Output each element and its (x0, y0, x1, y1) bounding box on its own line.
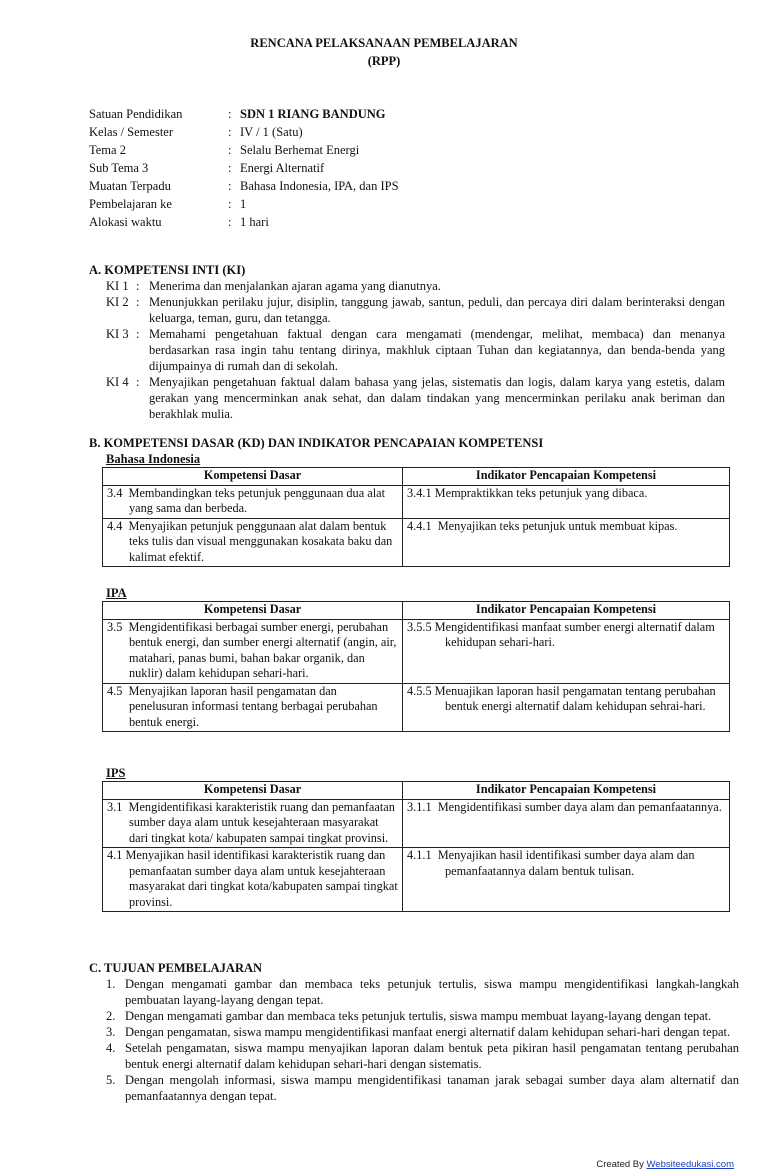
col-kd-header: Kompetensi Dasar (103, 782, 403, 800)
list-item: 3. Dengan pengamatan, siswa mampu mengidentifikasi manfaat energi alternatif dalam kehidupan sehari-hari dengan tepat. (106, 1025, 731, 1039)
table-row (103, 683, 730, 732)
identity-value: Selalu Berhemat Energi (240, 143, 360, 157)
kd-cell: 4.1 Menyajikan hasil identifikasi karakteristik ruang dan pemanfaatan sumber daya alam untuk kesejahteraan masyarakat dari tingkat kota/kabupaten sampai tingkat provinsi. (103, 848, 403, 912)
ki-text: Menunjukkan perilaku jujur, disiplin, tanggung jawab, santun, peduli, dan percaya diri dalam berinteraksi dengan keluarga, teman, guru, dan tetangga. (149, 295, 725, 325)
ki-item: KI 3 : Memahami pengetahuan faktual dengan cara mengamati (mendengar, melihat, membaca) dan menanya berdasarkan rasa ingin tahu tentang dirinya, makhluk ciptaan Tuhan dan kegiatannya, dan benda-benda yang dijumpainya di rumah dan di sekolah. (89, 326, 739, 374)
kd-heading: B. KOMPETENSI DASAR (KD) DAN INDIKATOR PENCAPAIAN KOMPETENSI (89, 436, 544, 450)
identity-row: Tema 2 : Selalu Berhemat Energi (89, 143, 360, 157)
kd-cell: 4.4 Menyajikan petunjuk penggunaan alat dalam bentuk teks tulis dan visual menggunakan kosakata baku dan kalimat efektif. (103, 518, 403, 567)
col-kd-header: Kompetensi Dasar (103, 468, 403, 486)
col-kd-header: Kompetensi Dasar (103, 602, 403, 620)
ki-item: KI 2 : Menunjukkan perilaku jujur, disiplin, tanggung jawab, santun, peduli, dan percaya diri dalam berinteraksi dengan keluarga, teman, guru, dan tetangga. (89, 294, 739, 326)
identity-block (89, 105, 399, 231)
col-indicator-header: Indikator Pencapaian Kompetensi (403, 782, 730, 800)
col-indicator-header: Indikator Pencapaian Kompetensi (403, 468, 730, 486)
indicator-cell: 3.1.1 Mengidentifikasi sumber daya alam dan pemanfaatannya. (403, 799, 730, 848)
identity-row: Pembelajaran ke : 1 (89, 197, 247, 211)
kd-cell: 3.4 Membandingkan teks petunjuk penggunaan dua alat yang sama dan berbeda. (103, 485, 403, 518)
table-row (103, 619, 730, 683)
list-item: 5. Dengan mengolah informasi, siswa mampu mengidentifikasi tanaman jarak sebagai sumber daya alam alternatif dan pemanfaatannya dengan tepat. (106, 1073, 739, 1103)
identity-value: 1 hari (240, 215, 269, 229)
table-row (103, 518, 730, 567)
identity-value: 1 (240, 197, 247, 211)
indicator-cell: 3.4.1 Mempraktikkan teks petunjuk yang dibaca. (403, 485, 730, 518)
list-item: 2. Dengan mengamati gambar dan membaca teks petunjuk tertulis, siswa mampu membuat layang-layang dengan tepat. (106, 1009, 712, 1023)
indicator-cell: 4.5.5 Menuajikan laporan hasil pengamatan tentang perubahan bentuk energi alternatif dalam kehidupan sehrai-hari. (403, 683, 730, 732)
kd-table-ips (102, 781, 730, 912)
identity-value: SDN 1 RIANG BANDUNG (240, 107, 386, 121)
identity-value: Bahasa Indonesia, IPA, dan IPS (240, 179, 399, 193)
list-item: 1. Dengan mengamati gambar dan membaca teks petunjuk tertulis, siswa mampu mengidentifikasi langkah-langkah pembuatan layang-layang dengan tepat. (106, 977, 739, 1007)
table-row (103, 848, 730, 912)
footer-credit (596, 1157, 734, 1173)
footer-prefix: Created By (596, 1159, 647, 1170)
col-indicator-header: Indikator Pencapaian Kompetensi (403, 602, 730, 620)
ki-text: Menyajikan pengetahuan faktual dalam bahasa yang jelas, sistematis dan logis, dalam karya yang estetis, dalam gerakan yang mencerminkan anak sehat, dan dalam tindakan yang mencerminkan perilaku anak beriman dan berakhlak mulia. (149, 375, 725, 421)
identity-label: Sub Tema 3 (89, 161, 149, 175)
table-header-row (103, 782, 730, 800)
table-row (103, 799, 730, 848)
identity-label: Pembelajaran ke (89, 197, 172, 211)
kd-cell: 3.5 Mengidentifikasi berbagai sumber energi, perubahan bentuk energi, dan sumber energi alternatif (angin, air, matahari, panas bumi, bahan bakar organik, dan nuklir) dalam kehidupan sehari-hari. (103, 619, 403, 683)
indicator-cell: 4.4.1 Menyajikan teks petunjuk untuk membuat kipas. (403, 518, 730, 567)
ki-section (89, 262, 739, 422)
kd-cell: 3.1 Mengidentifikasi karakteristik ruang dan pemanfaatan sumber daya alam untuk kesejahteraan masyarakat dari tingkat kota/ kabupaten sampai tingkat provinsi. (103, 799, 403, 848)
ki-item: KI 4 : Menyajikan pengetahuan faktual dalam bahasa yang jelas, sistematis dan logis, dalam karya yang estetis, dalam gerakan yang mencerminkan anak sehat, dan dalam tindakan yang mencerminkan perilaku anak beriman dan berakhlak mulia. (89, 374, 739, 422)
subject-heading-ips: IPS (106, 766, 126, 780)
ki-text: Menerima dan menjalankan ajaran agama yang dianutnya. (149, 279, 441, 293)
kd-section (89, 435, 739, 567)
list-item: 4. Setelah pengamatan, siswa mampu menyajikan laporan dalam bentuk peta pikiran hasil pengamatan tentang perubahan bentuk energi alternatif dalam kehidupan sehari-hari dengan sistematis. (106, 1041, 739, 1071)
table-header-row (103, 468, 730, 486)
subject-heading-ipa: IPA (106, 586, 127, 600)
kd-ips-section (89, 765, 739, 912)
tujuan-heading: C. TUJUAN PEMBELAJARAN (89, 961, 263, 975)
ki-item: KI 1 : Menerima dan menjalankan ajaran agama yang dianutnya. (89, 278, 739, 294)
table-header-row (103, 602, 730, 620)
ki-code: KI 4 (106, 375, 129, 389)
kd-cell: 4.5 Menyajikan laporan hasil pengamatan dan penelusuran informasi tentang berbagai perubahan bentuk energi. (103, 683, 403, 732)
identity-label: Tema 2 (89, 143, 126, 157)
footer-link[interactable]: Websiteedukasi.com (646, 1159, 734, 1170)
subject-heading-bahasa: Bahasa Indonesia (106, 452, 201, 466)
identity-label: Alokasi waktu (89, 215, 162, 229)
identity-row: Sub Tema 3 : Energi Alternatif (89, 161, 325, 175)
identity-row: Alokasi waktu : 1 hari (89, 215, 269, 229)
kd-table-ipa (102, 601, 730, 732)
identity-value: Energi Alternatif (240, 161, 325, 175)
ki-code: KI 3 (106, 327, 129, 341)
ki-code: KI 2 (106, 295, 129, 309)
document-title: RENCANA PELAKSANAAN PEMBELAJARAN (250, 36, 518, 50)
tujuan-section (89, 960, 739, 1104)
indicator-cell: 4.1.1 Menyajikan hasil identifikasi sumber daya alam dan pemanfaatannya dalam bentuk tulisan. (403, 848, 730, 912)
table-row (103, 485, 730, 518)
identity-row: Muatan Terpadu : Bahasa Indonesia, IPA, dan IPS (89, 179, 399, 193)
ki-code: KI 1 (106, 279, 129, 293)
identity-label: Satuan Pendidikan (89, 107, 183, 121)
identity-label: Muatan Terpadu (89, 179, 171, 193)
indicator-cell: 3.5.5 Mengidentifikasi manfaat sumber energi alternatif dalam kehidupan sehari-hari. (403, 619, 730, 683)
kd-ipa-section (89, 585, 739, 732)
identity-row: Satuan Pendidikan : SDN 1 RIANG BANDUNG (89, 107, 386, 121)
ki-text: Memahami pengetahuan faktual dengan cara mengamati (mendengar, melihat, membaca) dan menanya berdasarkan rasa ingin tahu tentang dirinya, makhluk ciptaan Tuhan dan kegiatannya, dan benda-benda yang dijumpainya di rumah dan di sekolah. (149, 327, 725, 373)
document-subtitle: (RPP) (367, 54, 401, 68)
tujuan-list (89, 976, 739, 1104)
identity-value: IV / 1 (Satu) (240, 125, 303, 139)
identity-row: Kelas / Semester : IV / 1 (Satu) (89, 125, 303, 139)
ki-heading: A. KOMPETENSI INTI (KI) (89, 263, 246, 277)
identity-label: Kelas / Semester (89, 125, 174, 139)
kd-table-bahasa (102, 467, 730, 567)
